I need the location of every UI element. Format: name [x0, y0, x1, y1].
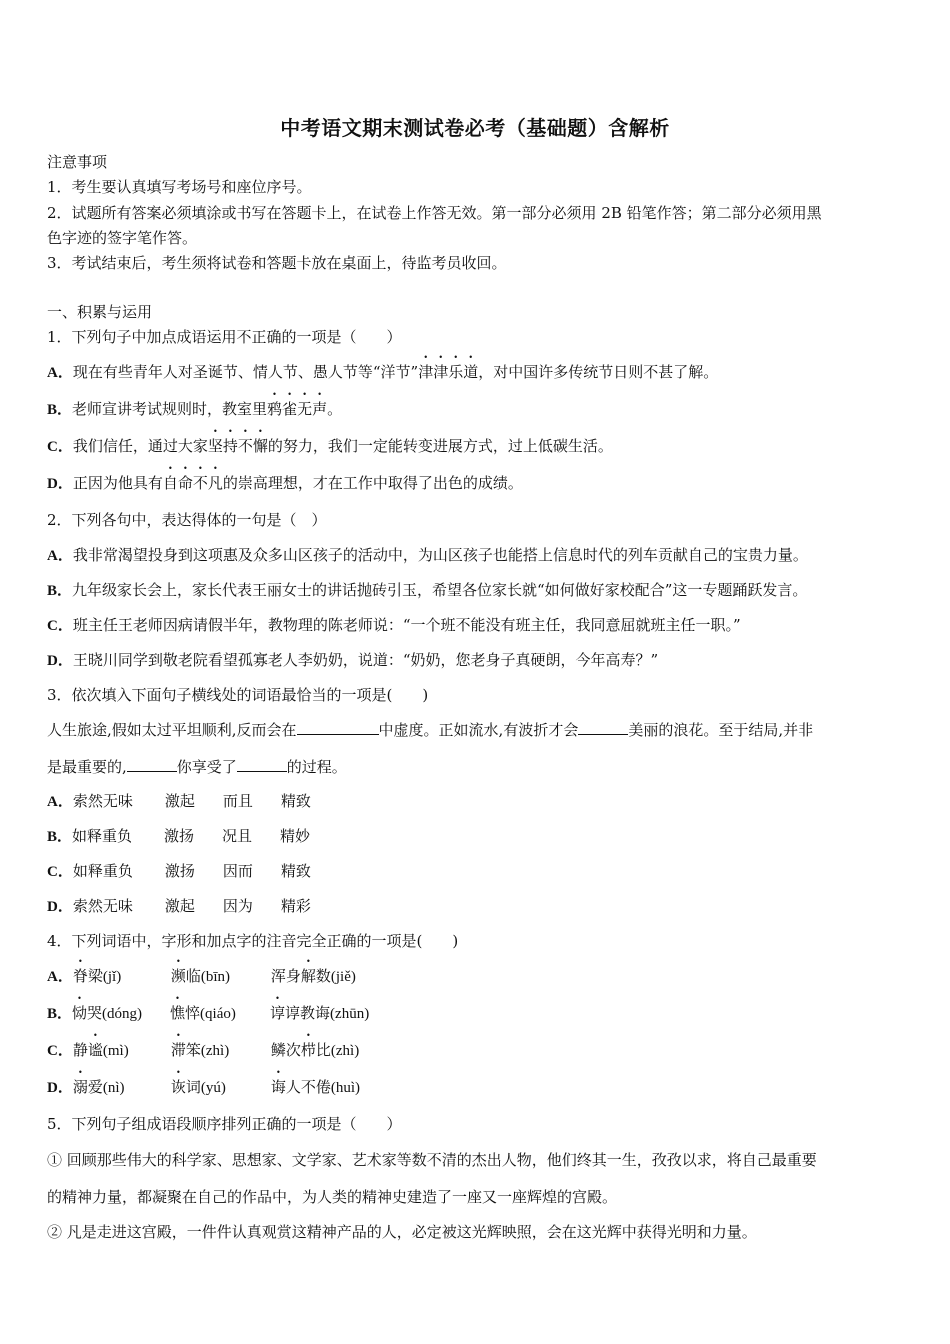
option-word: 索然无味: [72, 897, 133, 915]
word-text: 人不倦: [285, 1078, 331, 1096]
dotted-char: 不: [192, 474, 208, 492]
option-label: A．: [47, 548, 73, 564]
dotted-char: 恸: [72, 1004, 88, 1022]
question-3-passage-line-2: [47, 757, 910, 777]
dotted-char: 濒: [170, 967, 186, 985]
pinyin: (jǐ): [102, 969, 122, 985]
dotted-char: 憔: [170, 1004, 186, 1022]
dotted-char: 不: [237, 437, 253, 455]
dotted-char: 凡: [207, 474, 223, 492]
word-text: 浑身: [270, 967, 301, 985]
dotted-char: 雀: [282, 400, 298, 418]
section-heading: 一、积累与运用: [47, 303, 153, 321]
notice-item-3: 3．考试结束后，考生须将试卷和答题卡放在桌面上，待监考员收回。: [47, 254, 507, 272]
option-word: 激扬: [164, 827, 195, 845]
dotted-char: 乐: [448, 363, 464, 381]
option-word: 激起: [164, 792, 195, 810]
pinyin: (zhì): [330, 1043, 360, 1059]
pinyin: (mì): [102, 1043, 129, 1059]
word-text: 梁: [87, 967, 103, 985]
option-text: 现在有些青年人对圣诞节、情人节、愚人节等“洋节”: [72, 363, 419, 381]
question-4-stem: 4．下列词语中，字形和加点字的注音完全正确的一项是( ): [47, 932, 459, 950]
option-text: 我们信任，通过大家: [72, 437, 208, 455]
dotted-char: 津: [433, 363, 449, 381]
pinyin: (zhì): [200, 1043, 230, 1059]
question-2-option-c: [47, 615, 910, 636]
notice-item-2-line-2: 色字迹的签字笔作答。: [47, 229, 198, 247]
option-label: C．: [47, 864, 73, 880]
fill-blank: [578, 720, 628, 735]
question-4-option-a: [47, 966, 910, 987]
dotted-char: 道: [463, 363, 479, 381]
option-word: 因为: [222, 897, 253, 915]
option-text: 。: [327, 400, 343, 418]
option-word: 精彩: [280, 897, 311, 915]
option-text: ，对中国许多传统节日则不甚了解。: [478, 363, 719, 381]
question-4-option-d: [47, 1077, 910, 1098]
option-label: B．: [47, 402, 73, 418]
word-text: 谆教诲: [285, 1004, 331, 1022]
question-1-option-a: [47, 362, 910, 383]
option-label: D．: [47, 899, 73, 915]
passage-text: 中虚度。正如流水,有波折才会: [378, 721, 579, 739]
option-text: 我非常渴望投身到这项惠及众多山区孩子的活动中，为山区孩子也能搭上信息时代的列车贡献自己的宝贵力量。: [72, 546, 808, 564]
option-word: 索然无味: [72, 792, 133, 810]
fill-blank: [127, 757, 177, 772]
option-text: 的努力，我们一定能转变进展方式，过上低碳生活。: [267, 437, 613, 455]
dotted-char: 谧: [87, 1041, 103, 1059]
option-label: A．: [47, 365, 73, 381]
dotted-char: 无: [297, 400, 313, 418]
dotted-char: 自: [162, 474, 178, 492]
question-2-option-b: [47, 580, 910, 601]
question-5-sentence-2: ② 凡是走进这宫殿，一件件认真观赏这精神产品的人，必定被这光辉映照，会在这光辉中获得光明和力量。: [47, 1223, 757, 1241]
option-text: 班主任王老师因病请假半年，教物理的陈老师说：“一个班不能没有班主任，我同意屈就班主任一职。”: [72, 616, 741, 634]
option-label: B．: [47, 583, 73, 599]
option-word: 如释重负: [72, 862, 133, 880]
dotted-char: 津: [418, 363, 434, 381]
dotted-char: 持: [222, 437, 238, 455]
question-4-option-b: [47, 1003, 910, 1024]
option-label: A．: [47, 794, 73, 810]
dotted-char: 滞: [170, 1041, 186, 1059]
question-5-sentence-1-line-2: 的精神力量，都凝聚在自己的作品中，为人类的精神史建造了一座又一座辉煌的宫殿。: [47, 1188, 618, 1206]
option-word: 因而: [222, 862, 253, 880]
dotted-char: 声: [312, 400, 328, 418]
option-word: 激起: [164, 897, 195, 915]
question-3-option-d: [47, 896, 910, 917]
question-5-sentence-1-line-1: ① 回顾那些伟大的科学家、思想家、文学家、艺术家等数不清的杰出人物，他们终其一生，孜孜以求，将自己最重要: [47, 1151, 817, 1169]
dotted-char: 坚: [207, 437, 223, 455]
word-text: 词: [185, 1078, 201, 1096]
passage-text: 人生旅途,假如太过平坦顺利,反而会在: [47, 721, 297, 739]
option-label: C．: [47, 1043, 73, 1059]
option-text: 九年级家长会上，家长代表王丽女士的讲话抛砖引玉，希望各位家长就“如何做好家校配合”这一专题踊跃发言。: [72, 581, 808, 599]
dotted-char: 懈: [252, 437, 268, 455]
question-5-stem: 5．下列句子组成语段顺序排列正确的一项是（ ）: [47, 1115, 402, 1133]
word-text: 数: [315, 967, 331, 985]
dotted-char: 诙: [170, 1078, 186, 1096]
option-label: C．: [47, 618, 73, 634]
option-text: 王晓川同学到敬老院看望孤寡老人李奶奶，说道：“奶奶，您老身子真硬朗，今年高寿？”: [72, 651, 659, 669]
dotted-char: 命: [177, 474, 193, 492]
option-word: 而且: [222, 792, 253, 810]
dotted-char: 溺: [72, 1078, 88, 1096]
dotted-char: 诲: [270, 1078, 286, 1096]
pinyin: (zhūn): [330, 1006, 370, 1022]
question-1-option-b: [47, 399, 910, 420]
dotted-char: 鸦: [267, 400, 283, 418]
dotted-char: 栉: [300, 1041, 316, 1059]
fill-blank: [297, 720, 379, 735]
pinyin: (yú): [200, 1080, 226, 1096]
option-label: D．: [47, 653, 73, 669]
dotted-char: 解: [300, 967, 316, 985]
option-text: 正因为他具有: [72, 474, 163, 492]
question-3-option-b: [47, 826, 910, 847]
pinyin: (qiáo): [200, 1006, 236, 1022]
question-3-passage-line-1: [47, 720, 910, 740]
question-4-option-c: [47, 1040, 910, 1061]
option-word: 激扬: [164, 862, 195, 880]
word-text: 笨: [185, 1041, 201, 1059]
question-3-option-c: [47, 861, 910, 882]
word-text: 爱: [87, 1078, 103, 1096]
pinyin: (bīn): [200, 969, 231, 985]
dotted-char: 脊: [72, 967, 88, 985]
option-word: 如释重负: [72, 827, 133, 845]
notice-item-1: 1．考生要认真填写考场号和座位序号。: [47, 178, 312, 196]
dotted-char: 谆: [270, 1004, 286, 1022]
option-label: D．: [47, 1080, 73, 1096]
notice-heading: 注意事项: [47, 153, 108, 171]
fill-blank: [237, 757, 287, 772]
word-text: 悴: [185, 1004, 201, 1022]
passage-text: 是最重要的,: [47, 758, 127, 776]
word-text: 比: [315, 1041, 331, 1059]
pinyin: (dóng): [102, 1006, 143, 1022]
word-text: 静: [72, 1041, 88, 1059]
passage-text: 美丽的浪花。至于结局,并非: [628, 721, 814, 739]
question-2-option-a: [47, 545, 910, 566]
option-label: B．: [47, 829, 73, 845]
passage-text: 的过程。: [286, 758, 347, 776]
option-label: B．: [47, 1006, 73, 1022]
option-word: 精妙: [280, 827, 311, 845]
option-label: A．: [47, 969, 73, 985]
word-text: 哭: [87, 1004, 103, 1022]
pinyin: (nì): [102, 1080, 125, 1096]
question-2-option-d: [47, 650, 910, 671]
option-word: 况且: [222, 827, 253, 845]
word-text: 临: [185, 967, 201, 985]
question-2-stem: 2．下列各句中，表达得体的一句是（ ）: [47, 511, 327, 529]
option-word: 精致: [280, 862, 311, 880]
option-text: 老师宣讲考试规则时，教室里: [72, 400, 268, 418]
question-3-stem: 3．依次填入下面句子横线处的词语最恰当的一项是( ): [47, 686, 429, 704]
pinyin: (huì): [330, 1080, 361, 1096]
pinyin: (jiě): [330, 969, 356, 985]
word-text: 鳞次: [270, 1041, 301, 1059]
question-1-option-c: [47, 436, 910, 457]
passage-text: 你享受了: [176, 758, 237, 776]
question-1-stem: 1．下列句子中加点成语运用不正确的一项是（ ）: [47, 328, 402, 346]
option-word: 精致: [280, 792, 311, 810]
option-label: C．: [47, 439, 73, 455]
option-label: D．: [47, 476, 73, 492]
question-1-option-d: [47, 473, 910, 494]
page-title: 中考语文期末测试卷必考（基础题）含解析: [280, 116, 670, 140]
notice-item-2-line-1: 2．试题所有答案必须填涂或书写在答题卡上，在试卷上作答无效。第一部分必须用 2B 铅笔作答；第二部分必须用黑: [47, 204, 822, 222]
option-text: 的崇高理想，才在工作中取得了出色的成绩。: [222, 474, 523, 492]
question-3-option-a: [47, 791, 910, 812]
